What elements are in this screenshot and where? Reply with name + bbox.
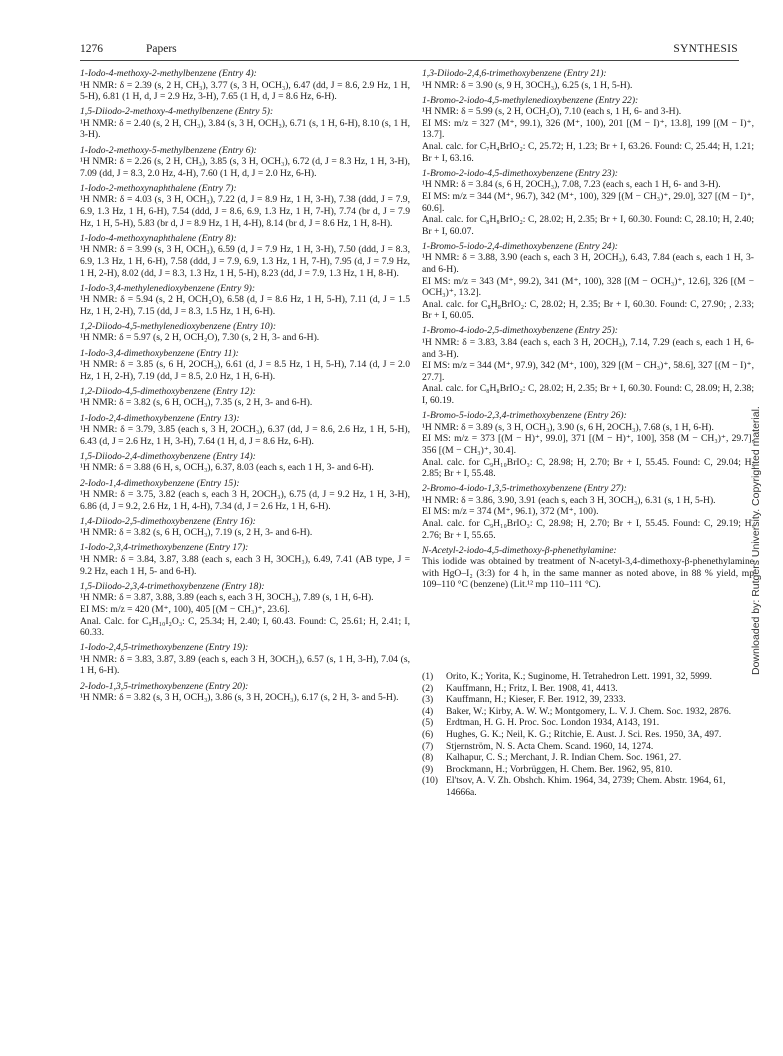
compound-data-line: ¹H NMR: δ = 3.90 (s, 9 H, 3OCH₃), 6.25 (s, 1 H, 5-H). (422, 79, 633, 91)
compound-data-line: ¹H NMR: δ = 3.83, 3.87, 3.89 (each s, each 3 H, 3OCH₃), 6.57 (s, 1 H, 3-H), 7.04 (s, 1 H, 6-H). (80, 653, 410, 677)
reference-text: Baker, W.; Kirby, A. W. W.; Montgomery, L. V. J. Chem. Soc. 1932, 2876. (446, 705, 732, 717)
compound-entry (422, 545, 754, 591)
compound-data-line: ¹H NMR: δ = 3.86, 3.90, 3.91 (each s, each 3 H, 3OCH₃), 6.31 (s, 1 H, 5-H). (422, 494, 716, 506)
compound-title: 1-Bromo-5-iodo-2,4-dimethoxybenzene (Entry 24): (422, 240, 618, 252)
compound-data-line: Anal. calc. for C₈H₈BrIO₂: C, 28.02; H, 2.35; Br + I, 60.30. Found: C, 27.90; , 2.33; Br + I, 60.05. (422, 298, 754, 322)
reference-item (422, 729, 754, 741)
compound-data-line: ¹H NMR: δ = 3.82 (s, 3 H, OCH₃), 3.86 (s, 3 H, 2OCH₃), 6.17 (s, 2 H, 3- and 5-H). (80, 692, 399, 704)
reference-item (422, 717, 754, 729)
compound-entry (422, 168, 754, 238)
compound-title: 1,5-Diiodo-2-methoxy-4-methylbenzene (Entry 5): (80, 106, 274, 118)
compound-entry (80, 581, 410, 639)
compound-data-line: ¹H NMR: δ = 3.85 (s, 6 H, 2OCH₃), 6.61 (d, J = 8.5 Hz, 1 H, 5-H), 7.14 (d, J = 2.0 Hz, 1 H, 2-H), 7.19 (dd, J = 8.5, 2.0 Hz, 1 H, 6-H). (80, 359, 410, 382)
compound-title: 1-Iodo-2,4,5-trimethoxybenzene (Entry 19): (80, 642, 249, 654)
compound-title: 1-Iodo-4-methoxynaphthalene (Entry 8): (80, 232, 237, 244)
reference-number: (7) (422, 740, 434, 752)
compound-entry (80, 478, 410, 513)
reference-number: (4) (422, 705, 434, 717)
compound-data-line: ¹H NMR: δ = 2.26 (s, 2 H, CH₃), 3.85 (s, 3 H, OCH₃), 6.72 (d, J = 8.3 Hz, 1 H, 3-H), 7.09 (dd, J = 8.3, 2.0 Hz, 4-H), 7.60 (1 H, d, J = 2.0 Hz, 6-H). (80, 156, 410, 179)
compound-title: 1-Iodo-2,4-dimethoxybenzene (Entry 13): (80, 412, 240, 424)
compound-title: 2-Bromo-4-iodo-1,3,5-trimethoxybenzene (Entry 27): (422, 483, 627, 495)
reference-item (422, 671, 754, 683)
compound-data-line: ¹H NMR: δ = 3.82 (s, 6 H, OCH₃), 7.35 (s, 2 H, 3- and 6-H). (80, 397, 313, 409)
compound-data-line: ¹H NMR: δ = 3.84, 3.87, 3.88 (each s, each 3 H, 3OCH₃), 6.49, 7.41 (AB type, J = 9.2 Hz, each 1 H, 5- and 6-H). (80, 554, 410, 577)
compound-data-line: Anal. calc. for C₇H₄BrIO₂: C, 25.72; H, 1.23; Br + I, 63.26. Found: C, 25.44; H, 1.21; Br + I, 63.16. (422, 141, 754, 164)
compound-title: 1,2-Diiodo-4,5-methylenedioxybenzene (Entry 10): (80, 320, 277, 332)
compound-title: 1,4-Diiodo-2,5-dimethoxybenzene (Entry 16): (80, 515, 256, 527)
compound-data-line: ¹H NMR: δ = 3.79, 3.85 (each s, 3 H, 2OCH₃), 6.37 (dd, J = 8.6, 2.6 Hz, 1 H, 5-H), 6.43 (d, J = 2.6 Hz, 1 H, 3-H), 7.64 (1 H, d, J = 8.6 Hz, 6-H). (80, 424, 410, 447)
compound-data-line: Anal. calc. for C₉H₁₀BrIO₃: C, 28.98; H, 2.70; Br + I, 55.45. Found: C, 29.19; H, 2.76; Br + I, 55.65. (422, 517, 754, 541)
compound-title: N-Acetyl-2-iodo-4,5-dimethoxy-β-phenethylamine: (422, 544, 617, 556)
reference-text: Brockmann, H.; Vorbrüggen, H. Chem. Ber. 1962, 95, 810. (446, 763, 673, 775)
reference-number: (3) (422, 694, 434, 706)
compound-data-line: Anal. calc. for C₈H₈BrIO₂: C, 28.02; H, 2.35; Br + I, 60.30. Found: C, 28.09; H, 2.38; I, 60.19. (422, 383, 754, 407)
compound-entry (422, 68, 754, 91)
compound-entry (422, 410, 754, 480)
header-rule (80, 60, 739, 61)
journal-name: SYNTHESIS (673, 43, 738, 55)
compound-data-line: ¹H NMR: δ = 5.97 (s, 2 H, OCH₂O), 7.30 (s, 2 H, 3- and 6-H). (80, 332, 320, 344)
compound-entry (422, 241, 754, 322)
compound-title: 1-Bromo-2-iodo-4,5-dimethoxybenzene (Entry 23): (422, 167, 618, 179)
compound-title: 1-Iodo-4-methoxy-2-methylbenzene (Entry 4): (80, 68, 257, 79)
compound-entry (80, 283, 410, 318)
compound-data-line: Anal. calc. for C₈H₈BrIO₂: C, 28.02; H, 2.35; Br + I, 60.30. Found: C, 28.10; H, 2.40; Br + I, 60.07. (422, 214, 754, 237)
reference-text: Kalhapur, C. S.; Merchant, J. R. Indian Chem. Soc. 1961, 27. (446, 752, 682, 764)
compound-entry (80, 233, 410, 279)
reference-number: (9) (422, 763, 434, 775)
compound-entry (80, 321, 410, 344)
reference-item (422, 764, 754, 776)
reference-text: Stjernström, N. S. Acta Chem. Scand. 1960, 14, 1274. (446, 740, 654, 752)
compound-entry (422, 325, 754, 406)
compound-entry (422, 483, 754, 541)
reference-item (422, 694, 754, 706)
compound-data-line: EI MS: m/z = 344 (M⁺, 97.9), 342 (M⁺, 100), 329 [(M − CH₃)⁺, 58.6], 327 [(M − I)⁺, 27.7]. (422, 360, 754, 383)
compound-data-line: ¹H NMR: δ = 3.83, 3.84 (each s, each 3 H, 2OCH₃), 7.14, 7.29 (each s, each 1 H, 6- and 3-H). (422, 337, 754, 360)
compound-data-line: ¹H NMR: δ = 5.99 (s, 2 H, OCH₂O), 7.10 (each s, 1 H, 6- and 3-H). (422, 106, 682, 118)
compound-entry (80, 542, 410, 577)
reference-number: (8) (422, 752, 434, 764)
compound-data-line: ¹H NMR: δ = 2.39 (s, 2 H, CH₃), 3.77 (s, 3 H, OCH₃), 6.47 (dd, J = 8.6, 2.9 Hz, 1 H, 5-H), 6.81 (1 H, d, J = 2.9 Hz, 3-H), 7.65 (1 H, d, J = 8.6 Hz, 6-H). (80, 79, 410, 103)
compound-title: 1-Bromo-4-iodo-2,5-dimethoxybenzene (Entry 25): (422, 325, 618, 337)
reference-number: (10) (422, 775, 438, 787)
left-column (80, 68, 410, 707)
compound-title: 1-Iodo-3,4-methylenedioxybenzene (Entry 9): (80, 282, 256, 294)
compound-data-line: ¹H NMR: δ = 2.40 (s, 2 H, CH₃), 3.84 (s, 3 H, OCH₃), 6.71 (s, 1 H, 6-H), 8.10 (s, 1 H, 3-H). (80, 117, 410, 141)
compound-data-line: EI MS: m/z = 374 (M⁺, 96.1), 372 (M⁺, 100). (422, 506, 599, 518)
compound-entry (80, 681, 410, 704)
reference-text: Kauffmann, H.; Kieser, F. Ber. 1912, 39, 2333. (446, 694, 626, 706)
compound-title: 1,5-Diiodo-2,4-dimethoxybenzene (Entry 14): (80, 450, 256, 462)
reference-number: (5) (422, 717, 434, 729)
reference-text: Hughes, G. K.; Neil, K. G.; Ritchie, E. Aust. J. Sci. Res. 1950, 3A, 497. (446, 729, 722, 740)
compound-data-line: ¹H NMR: δ = 3.84 (s, 6 H, 2OCH₃), 7.08, 7.23 (each s, each 1 H, 6- and 3-H). (422, 179, 721, 191)
compound-data-line: Anal. calc. for C₉H₁₀BrIO₃: C, 28.98; H, 2.70; Br + I, 55.45. Found: C, 29.04; H, 2.85; Br + I, 55.48. (422, 456, 754, 480)
compound-data-line: ¹H NMR: δ = 4.03 (s, 3 H, OCH₃), 7.22 (d, J = 8.9 Hz, 1 H, 3-H), 7.38 (ddd, J = 7.9, 6.9, 1.3 Hz, 1 H, 6-H), 7.54 (ddd, J = 8.6, 6.9, 1.3 Hz, 1 H, 7-H), 7.74 (br d, J = 7.9 Hz, 1 H, 5-H), 5.83 (br d, J = 8.9 Hz, 1 H, 4-H), 8.14 (br d, J = 8.6 Hz, 1 H, 8-H). (80, 194, 410, 229)
compound-data-line: EI MS: m/z = 420 (M⁺, 100), 405 [(M − CH₃)⁺, 23.6]. (80, 603, 290, 615)
reference-item (422, 775, 754, 798)
compound-data-line: ¹H NMR: δ = 3.88, 3.90 (each s, each 3 H, 2OCH₃), 6.43, 7.84 (each s, each 1 H, 3- and 6-H). (422, 252, 754, 275)
reference-text: Kauffmann, H.; Fritz, I. Ber. 1908, 41, 4413. (446, 682, 618, 694)
compound-entry (80, 451, 410, 474)
compound-title: 2-Iodo-1,3,5-trimethoxybenzene (Entry 20): (80, 680, 249, 692)
compound-data-line: ¹H NMR: δ = 3.88 (6 H, s, OCH₃), 6.37, 8.03 (each s, each 1 H, 3- and 6-H). (80, 462, 374, 474)
compound-data-line: ¹H NMR: δ = 3.87, 3.88, 3.89 (each s, each 3 H, 3OCH₃), 7.89 (s, 1 H, 6-H). (80, 592, 374, 604)
compound-title: 2-Iodo-1,4-dimethoxybenzene (Entry 15): (80, 477, 240, 489)
compound-entry (80, 106, 410, 141)
compound-data-line: ¹H NMR: δ = 3.99 (s, 3 H, OCH₃), 6.59 (d, J = 7.9 Hz, 1 H, 3-H), 7.50 (ddd, J = 8.3, 6.9, 1.3 Hz, 1 H, 6-H), 7.58 (ddd, J = 7.9, 6.9, 1.3 Hz, 1 H, 7-H), 7.95 (d, J = 7.9 Hz, 1 H, 2-H), 8.02 (dd, J = 8.3, 1.3 Hz, 1 H, 5-H), 8.23 (dd, J = 7.9, 1.3 Hz, 1 H, 8-H). (80, 244, 410, 279)
compound-title: 1-Iodo-2-methoxy-5-methylbenzene (Entry 6): (80, 144, 257, 156)
compound-data-line: EI MS: m/z = 327 (M⁺, 99.1), 326 (M⁺, 100), 201 [(M − I)⁺, 13.8], 199 [(M − I)⁺, 13.7]. (422, 117, 754, 141)
compound-title: 1,2-Diiodo-4,5-dimethoxybenzene (Entry 12): (80, 385, 256, 397)
compound-data-line: ¹H NMR: δ = 3.89 (s, 3 H, OCH₃), 3.90 (s, 6 H, 2OCH₃), 7.68 (s, 1 H, 6-H). (422, 421, 714, 433)
compound-title: 1,5-Diiodo-2,3,4-trimethoxybenzene (Entry 18): (80, 580, 265, 592)
compound-data-line: Anal. Calc. for C₉H₁₀I₂O₃: C, 25.34; H, 2.40; I, 60.43. Found: C, 25.61; H, 2.41; I, 60.33. (80, 615, 410, 639)
reference-item (422, 706, 754, 718)
compound-data-line: EI MS: m/z = 344 (M⁺, 96.7), 342 (M⁺, 100), 329 [(M − CH₃)⁺, 29.0], 327 [(M − I)⁺, 60.6]. (422, 190, 754, 214)
compound-entry (80, 386, 410, 409)
compound-entry (80, 642, 410, 677)
compound-title: 1-Iodo-2,3,4-trimethoxybenzene (Entry 17): (80, 542, 249, 554)
compound-entry (80, 516, 410, 539)
compound-title: 1-Iodo-2-methoxynaphthalene (Entry 7): (80, 182, 237, 194)
download-watermark: Downloaded by: Rutgers University. Copyrighted material. (750, 406, 762, 675)
right-column (422, 68, 754, 799)
reference-item (422, 683, 754, 695)
right-entries (422, 68, 754, 591)
compound-data-line: ¹H NMR: δ = 3.75, 3.82 (each s, each 3 H, 2OCH₃), 6.75 (d, J = 9.2 Hz, 1 H, 3-H), 6.86 (d, J = 9.2, 2.6 Hz, 1 H, 4-H), 7.34 (d, J = 2.6 Hz, 1 H, 6-H). (80, 489, 410, 512)
reference-text: Erdtman, H. G. H. Proc. Soc. London 1934, A143, 191. (446, 717, 660, 729)
reference-item (422, 752, 754, 764)
compound-entry (80, 183, 410, 229)
compound-data-line: This iodide was obtained by treatment of N-acetyl-3,4-dimethoxy-β-phenethylamine with HgO–I₂ (3:3) for 4 h, in the same manner as noted above, in 88 % yield, mp 109–110 °C (benzene) (Lit.¹² mp 110–111 °C). (422, 556, 754, 591)
compound-data-line: ¹H NMR: δ = 5.94 (s, 2 H, OCH₂O), 6.58 (d, J = 8.6 Hz, 1 H, 5-H), 7.11 (d, J = 1.5 Hz, 1 H, 2-H), 7.15 (dd, J = 8.3, 1.5 Hz, 1 H, 6-H). (80, 294, 410, 317)
compound-entry (80, 348, 410, 383)
compound-data-line: EI MS: m/z = 343 (M⁺, 99.2), 341 (M⁺, 100), 328 [(M − OCH₃)⁺, 12.6], 326 [(M − OCH₃)⁺, 13.2]. (422, 275, 754, 299)
compound-data-line: EI MS: m/z = 373 [(M − H)⁺, 99.0], 371 [(M − H)⁺, 100], 358 (M − CH₃)⁺, 29.7], 356 [(M − CH₃)⁺, 30.4]. (422, 433, 754, 456)
compound-entry (80, 145, 410, 180)
compound-title: 1-Bromo-5-iodo-2,3,4-trimethoxybenzene (Entry 26): (422, 410, 627, 422)
page-number: 1276 (80, 43, 103, 55)
compound-title: 1-Bromo-2-iodo-4,5-methylenedioxybenzene (Entry 22): (422, 94, 639, 106)
compound-entry (80, 68, 410, 103)
section-title: Papers (146, 43, 177, 55)
reference-text: Orito, K.; Yorita, K.; Suginome, H. Tetrahedron Lett. 1991, 32, 5999. (446, 671, 712, 683)
reference-text: El'tsov, A. V. Zh. Obshch. Khim. 1964, 34, 2739; Chem. Abstr. 1964, 61, 14666a. (446, 775, 726, 798)
reference-number: (2) (422, 682, 434, 694)
compound-data-line: ¹H NMR: δ = 3.82 (s, 6 H, OCH₃), 7.19 (s, 2 H, 3- and 6-H). (80, 527, 313, 539)
references-list (422, 671, 754, 799)
compound-title: 1-Iodo-3,4-dimethoxybenzene (Entry 11): (80, 347, 239, 359)
reference-item (422, 741, 754, 753)
compound-entry (422, 95, 754, 165)
compound-title: 1,3-Diiodo-2,4,6-trimethoxybenzene (Entry 21): (422, 68, 607, 79)
reference-number: (1) (422, 671, 434, 683)
reference-number: (6) (422, 729, 434, 740)
compound-entry (80, 413, 410, 448)
